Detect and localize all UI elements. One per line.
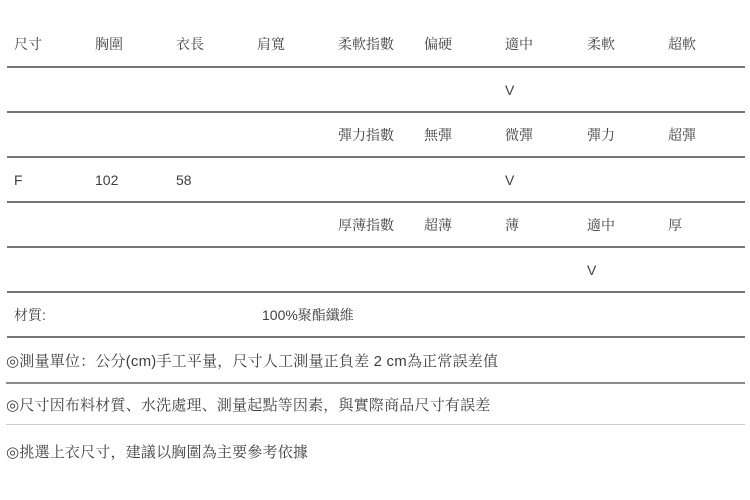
thickness-scale-superthin: 超薄	[424, 216, 452, 233]
softness-check-row	[7, 68, 745, 113]
header-size: 尺寸	[14, 36, 42, 52]
elasticity-scale-slight: 微彈	[505, 126, 533, 143]
length-value: 58	[176, 171, 192, 188]
material-value: 100%聚酯纖維	[262, 306, 354, 323]
notes-section	[6, 338, 745, 477]
size-value: F	[14, 171, 23, 188]
material-label: 材質:	[14, 306, 46, 323]
size-chart-table	[7, 22, 745, 338]
header-row	[7, 22, 745, 68]
measurements-row	[7, 158, 745, 203]
softness-scale-hard: 偏硬	[424, 36, 452, 52]
thickness-scale-medium: 適中	[587, 216, 615, 233]
header-thickness-index: 厚薄指數	[338, 216, 394, 233]
material-row	[7, 293, 745, 338]
elasticity-scale-stretchy: 彈力	[587, 126, 615, 143]
thickness-check-mark: V	[587, 261, 597, 278]
header-softness-index: 柔軟指數	[338, 36, 394, 52]
header-shoulder-width: 肩寬	[257, 36, 285, 52]
note-size-tolerance: ◎尺寸因布料材質、水洗處理、測量起點等因素，與實際商品尺寸有誤差	[6, 384, 745, 425]
softness-scale-medium: 適中	[505, 36, 533, 52]
chest-value: 102	[95, 171, 119, 188]
thickness-check-row	[7, 248, 745, 293]
softness-check-mark: V	[505, 81, 515, 98]
note-measurement-unit: ◎測量單位：公分(cm)手工平量，尺寸人工測量正負差 2 cm為正常誤差值	[6, 338, 745, 384]
thickness-scale-thick: 厚	[668, 216, 682, 233]
thickness-scale-thin: 薄	[505, 216, 519, 233]
elasticity-scale-superstretch: 超彈	[668, 126, 696, 143]
softness-scale-supersoft: 超軟	[668, 36, 696, 52]
elasticity-scale-none: 無彈	[424, 126, 452, 143]
header-elasticity-index: 彈力指數	[338, 126, 394, 143]
note-size-recommendation: ◎挑選上衣尺寸，建議以胸圍為主要參考依據	[6, 443, 309, 461]
header-garment-length: 衣長	[176, 36, 204, 52]
thickness-scale-row	[7, 203, 745, 248]
softness-scale-soft: 柔軟	[587, 36, 615, 52]
header-chest-circumference: 胸圍	[95, 36, 123, 52]
elasticity-scale-row	[7, 113, 745, 158]
elasticity-check-mark: V	[505, 171, 515, 188]
